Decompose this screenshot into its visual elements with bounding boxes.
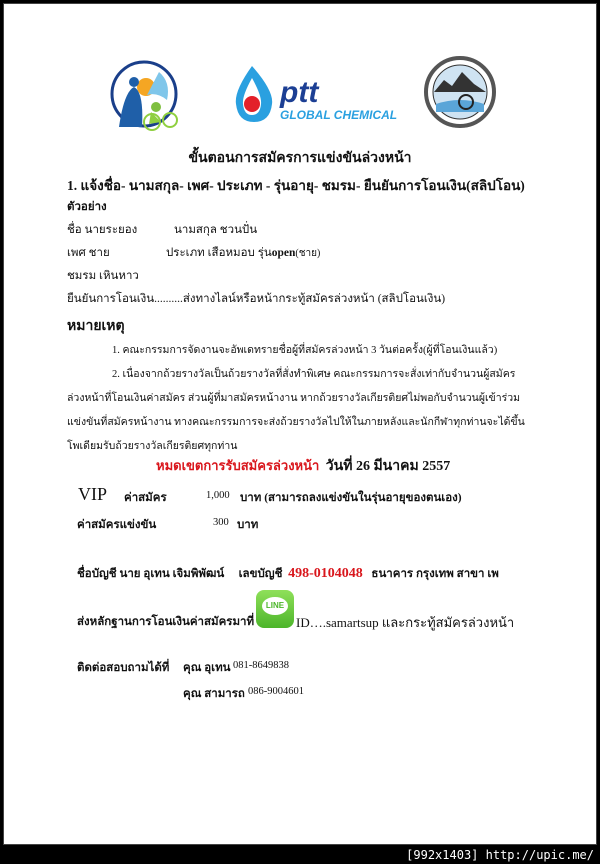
step-1-heading: 1. แจ้งชื่อ- นามสกุล- เพศ- ประเภท - รุ่นอายุ- ชมรม- ยืนยันการโอนเงิน(สลิปโอน) bbox=[67, 178, 525, 193]
note-2-line-3: แข่งขันที่สมัครหน้างาน ทางคณะกรรมการจะส่งถ้วยรางวัลไปให้ในภายหลังและนักกีฬาทุกท่านจะได้ขึ้น bbox=[67, 417, 525, 428]
image-host-footer: [992x1403] http://upic.me/ bbox=[406, 848, 594, 862]
contact-1-name: คุณ อุเทน bbox=[183, 662, 231, 674]
svg-text:ptt: ptt bbox=[280, 76, 319, 109]
category-open: open bbox=[271, 247, 296, 259]
svg-text:GLOBAL CHEMICAL: GLOBAL CHEMICAL bbox=[280, 108, 398, 122]
example-name: ชื่อ นายระยอง bbox=[67, 224, 138, 236]
cycling-club-logo bbox=[104, 52, 179, 132]
note-2-line-1: 2. เนื่องจากถ้วยรางวัลเป็นถ้วยรางวัลที่สั่งทำพิเศษ คณะกรรมการจะสั่งเท่ากับจำนวนผู้สมัคร bbox=[112, 369, 516, 380]
account-number-label: เลขบัญชี bbox=[238, 568, 283, 580]
category-text: ประเภท เสือหมอบ รุ่น bbox=[166, 247, 272, 259]
account-name: ชื่อบัญชี นาย อุเทน เจิมพิพัฒน์ bbox=[77, 568, 225, 580]
line-app-icon bbox=[256, 590, 294, 628]
example-surname: นามสกุล ชวนปั่น bbox=[174, 224, 258, 236]
ptt-global-chemical-logo bbox=[232, 64, 402, 124]
category-tail: (ชาย) bbox=[295, 248, 321, 259]
vip-fee-unit: บาท (สามารถลงแข่งขันในรุ่นอายุของตนเอง) bbox=[240, 492, 462, 504]
line-icon-label: LINE bbox=[262, 597, 288, 615]
example-heading: ตัวอย่าง bbox=[67, 201, 107, 213]
line-id: ID….samartsup และกระทู้สมัครล่วงหน้า bbox=[296, 615, 515, 630]
deadline-date: วันที่ 26 มีนาคม 2557 bbox=[325, 459, 451, 474]
race-fee-unit: บาท bbox=[237, 519, 259, 531]
example-club: ชมรม เหินหาว bbox=[67, 270, 139, 282]
contact-2-name: คุณ สามารถ bbox=[183, 688, 245, 700]
page-title: ขั้นตอนการสมัครการแข่งขันล่วงหน้า bbox=[188, 151, 412, 166]
bank-account bbox=[77, 565, 499, 583]
deadline-label: หมดเขตการรับสมัครล่วงหน้า bbox=[156, 458, 320, 473]
vip-label: VIP bbox=[78, 484, 108, 504]
note-2-line-2: ล่วงหน้าที่โอนเงินค่าสมัคร ส่วนผู้ที่มาสมัครหน้างาน หากถ้วยรางวัลเกียรติยศไม่พอกับจำนวนผู้เข้าร่วม bbox=[67, 393, 521, 404]
example-confirm: ยืนยันการโอนเงิน..........ส่งทางไลน์หรือหน้ากระทู้สมัครล่วงหน้า (สลิปโอนเงิน) bbox=[67, 293, 446, 305]
document-page bbox=[3, 3, 597, 845]
contact-label: ติดต่อสอบถามได้ที่ bbox=[77, 662, 170, 674]
notes-heading: หมายเหตุ bbox=[67, 319, 125, 334]
race-fee-label: ค่าสมัครแข่งขัน bbox=[77, 519, 157, 531]
line-instruction: ส่งหลักฐานการโอนเงินค่าสมัครมาที่ bbox=[77, 616, 255, 628]
contact-2-phone: 086-9004601 bbox=[248, 686, 304, 697]
note-1: 1. คณะกรรมการจัดงานจะอัพเดทรายชื่อผู้ที่สมัครล่วงหน้า 3 วันต่อครั้ง(ผู้ที่โอนเงินแล้ว) bbox=[112, 345, 498, 356]
example-category bbox=[166, 244, 320, 262]
deadline bbox=[156, 455, 450, 477]
mountain-bike-club-logo bbox=[424, 54, 496, 130]
note-2-line-4: โพเดียมรับถ้วยรางวัลเกียรติยศทุกท่าน bbox=[67, 441, 238, 452]
contact-1-phone: 081-8649838 bbox=[233, 660, 289, 671]
vip-fee-amount: 1,000 bbox=[206, 490, 230, 501]
bank-name: ธนาคาร กรุงเทพ สาขา เพ bbox=[371, 568, 499, 580]
example-sex: เพศ ชาย bbox=[67, 247, 110, 259]
race-fee-amount: 300 bbox=[213, 517, 229, 528]
vip-fee-label: ค่าสมัคร bbox=[124, 492, 167, 504]
account-number: 498-0104048 bbox=[288, 566, 363, 581]
